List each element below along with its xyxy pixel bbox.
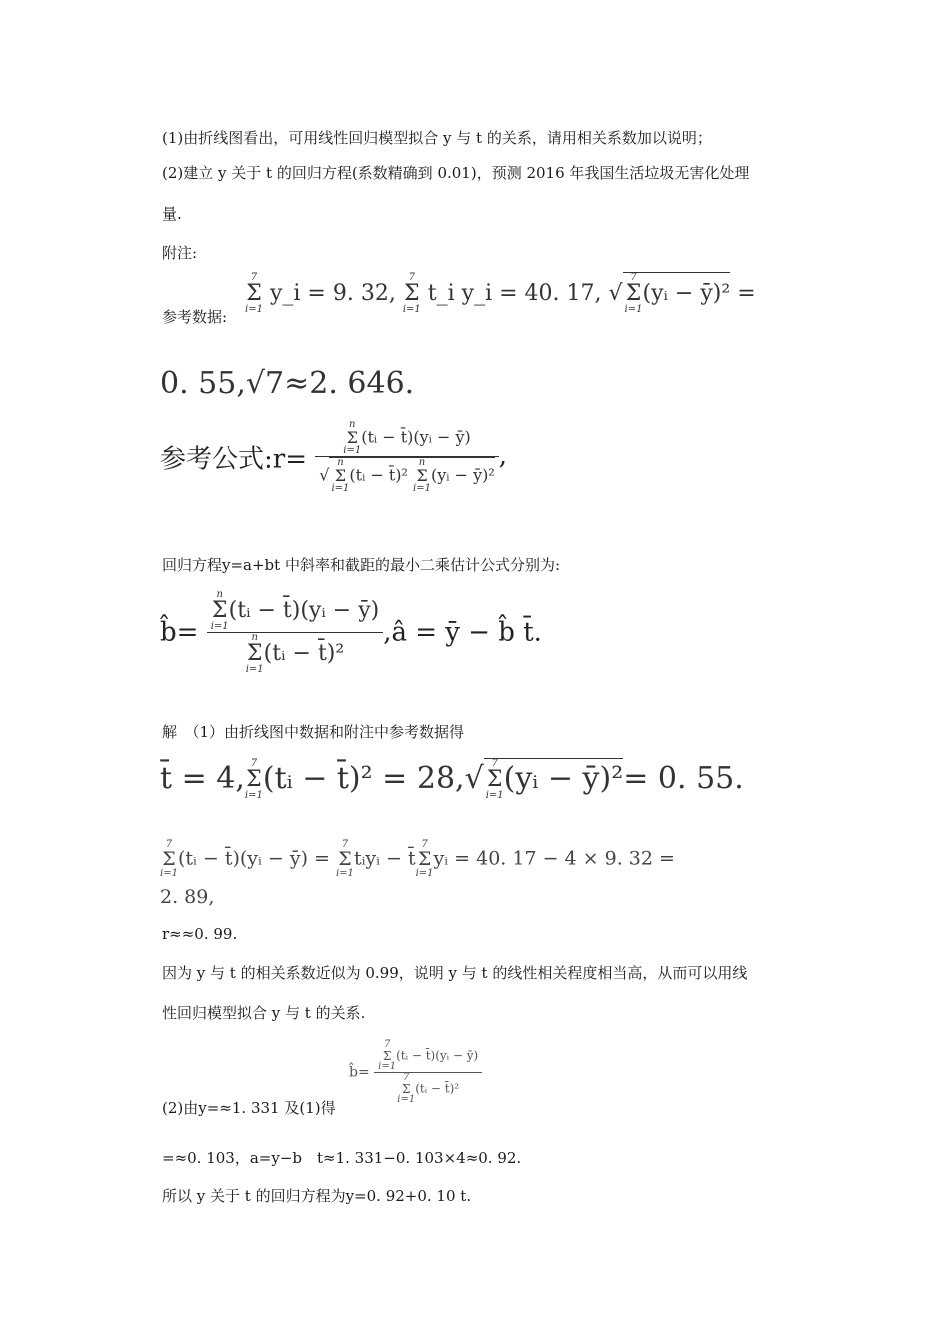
ref-data-tail: =: [737, 281, 756, 306]
part2-line-2: =≈0. 103，a=y−b t≈1. 331−0. 103×4≈0. 92.: [162, 1149, 522, 1167]
ref-formula: 参考公式:r= n Σ i=1 (tᵢ − t̄)(yᵢ − ȳ) √ n Σ i=1 (tᵢ − t̄)² n Σ i=1 (yᵢ − ȳ)² ,: [160, 419, 508, 494]
because-line-2: 性回归模型拟合 y 与 t 的关系.: [162, 1004, 366, 1022]
expansion-expr: tᵢyᵢ − t̄: [353, 847, 416, 870]
part2-line-3: 所以 y 关于 t 的回归方程为y=0. 92+0. 10 t.: [162, 1187, 472, 1205]
least-squares-text: 回归方程y=a+bt 中斜率和截距的最小二乘估计公式分别为:: [162, 556, 561, 574]
ref-data-eq1: y_i = 9. 32: [269, 281, 389, 306]
ref-data-formula: 7 Σ i=1 y_i = 9. 32, 7 Σ i=1 t_i y_i = 40. 17, √ 7 Σ i=1 (yᵢ − ȳ)² =: [245, 272, 756, 315]
question-2-line-2: 量.: [162, 205, 182, 223]
r-fraction: n Σ i=1 (tᵢ − t̄)(yᵢ − ȳ) √ n Σ i=1 (tᵢ − t̄)² n Σ i=1 (yᵢ − ȳ)²: [315, 420, 499, 494]
question-1: (1)由折线图看出，可用线性回归模型拟合 y 与 t 的关系，请用相关系数加以说明；: [162, 129, 712, 147]
solution-line-1: t̄ = 4, 7 Σ i=1 (tᵢ − t̄)² = 28,√ 7 Σ i=1 (yᵢ − ȳ)²= 0. 55.: [160, 758, 744, 801]
question-2-line-1: (2)建立 y 关于 t 的回归方程(系数精确到 0.01)，预测 2016 年我国生活垃圾无害化处理: [162, 164, 750, 182]
solution-line-3: 2. 89,: [160, 886, 215, 908]
ref-data-sqrt7: ≈2. 646.: [284, 366, 415, 401]
b-hat-formula: b̂= n Σ i=1 (tᵢ − t̄)(yᵢ − ȳ) n Σ i=1 (tᵢ − t̄)² ,â = ȳ − b̂ t̄.: [160, 589, 542, 675]
covariance-expr: (tᵢ − t̄)(yᵢ − ȳ) =: [177, 847, 336, 870]
solution-line-2: 7 Σ i=1 (tᵢ − t̄)(yᵢ − ȳ) = 7 Σ i=1 tᵢyᵢ − t̄ 7 Σ i=1 yᵢ = 40. 17 − 4 × 9. 32 =: [160, 839, 675, 879]
part2-b-hat-formula: b̂= 7 Σ i=1 (tᵢ − t̄)(yᵢ − ȳ) 7 Σ i=1 (tᵢ − t̄)²: [349, 1040, 482, 1105]
ref-data-label: 参考数据:: [162, 308, 228, 326]
r-approx: r≈≈0. 99.: [162, 925, 238, 943]
solution-head: 解 （1）由折线图中数据和附注中参考数据得: [162, 723, 465, 741]
ref-data-eq2: t_i y_i = 40. 17: [427, 281, 595, 306]
ref-formula-label: 参考公式:r=: [160, 444, 307, 475]
sum-t-squared: (tᵢ − t̄)² = 28: [262, 761, 456, 796]
part2-head: (2)由y=≈1. 331 及(1)得: [162, 1099, 336, 1117]
a-hat-formula: ,â = ȳ − b̂ t̄.: [383, 617, 542, 648]
expansion-value: yᵢ = 40. 17 − 4 × 9. 32 =: [433, 847, 675, 870]
sqrt-sum-value: = 0. 55.: [623, 761, 744, 796]
b-hat-fraction: n Σ i=1 (tᵢ − t̄)(yᵢ − ȳ) n Σ i=1 (tᵢ − t̄)²: [207, 590, 384, 675]
part2-b-hat-fraction: 7 Σ i=1 (tᵢ − t̄)(yᵢ − ȳ) 7 Σ i=1 (tᵢ − t̄)²: [374, 1040, 482, 1105]
note-label: 附注:: [162, 244, 198, 262]
ref-data-value: 0. 55: [160, 366, 237, 401]
ref-data-line-2: 0. 55,√7≈2. 646.: [160, 366, 415, 401]
t-bar-value: t̄ = 4: [160, 761, 236, 796]
because-line-1: 因为 y 与 t 的相关系数近似为 0.99，说明 y 与 t 的线性相关程度相当高，从而可以用线: [162, 964, 748, 982]
